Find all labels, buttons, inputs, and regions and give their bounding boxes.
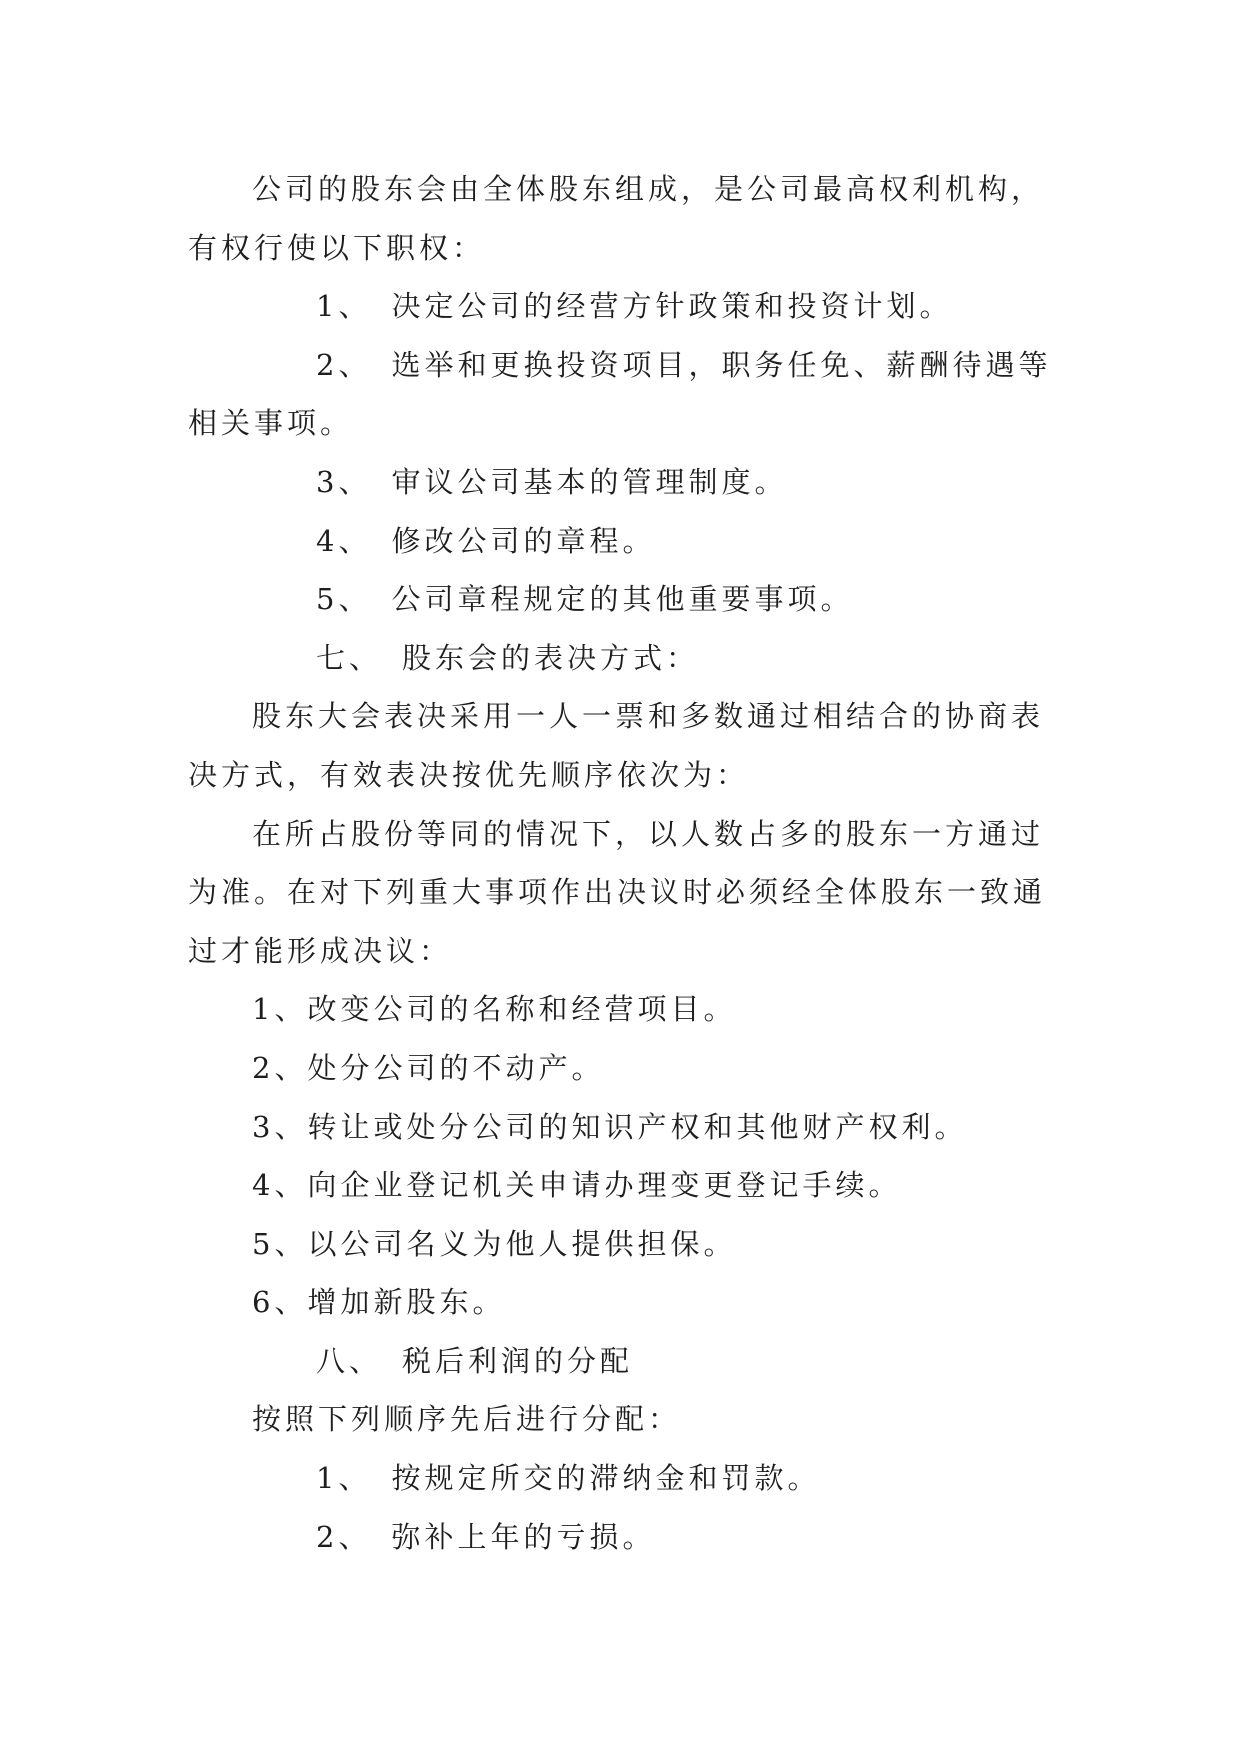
paragraph-shareholder-meeting [188, 160, 1058, 277]
document-body [188, 160, 1058, 1566]
list-text: 1、改变公司的名称和经营项目。 [252, 992, 737, 1027]
list-item-1 [188, 277, 1058, 336]
list-item-major-1 [188, 980, 1058, 1039]
paragraph-text: 股东大会表决采用一人一票和多数通过相结合的协商表决方式，有效表决按优先顺序依次为： [188, 699, 1045, 792]
list-item-3 [188, 453, 1058, 512]
section-number: 七、 [316, 640, 383, 675]
list-number: 5、 [316, 582, 372, 617]
list-item-major-6 [188, 1273, 1058, 1332]
paragraph-voting-method [188, 687, 1058, 804]
list-text: 2、处分公司的不动产。 [252, 1050, 605, 1085]
list-text: 5、以公司名义为他人提供担保。 [252, 1226, 737, 1261]
list-item-2 [188, 336, 1058, 453]
section-heading-7 [188, 629, 1058, 688]
list-number: 2、 [316, 347, 372, 382]
list-text: 弥补上年的亏损。 [391, 1519, 656, 1554]
paragraph-distribution-order [188, 1390, 1058, 1449]
list-item-major-4 [188, 1156, 1058, 1215]
paragraph-text: 按照下列顺序先后进行分配： [252, 1402, 682, 1437]
list-text: 选举和更换投资项目，职务任免、薪酬待遇等相关事项。 [188, 347, 1052, 441]
list-number: 1、 [316, 1461, 372, 1496]
list-item-4 [188, 512, 1058, 571]
list-text: 修改公司的章程。 [391, 523, 656, 558]
list-item-distribution-2 [188, 1508, 1058, 1567]
list-text: 公司章程规定的其他重要事项。 [391, 582, 854, 617]
list-text: 审议公司基本的管理制度。 [391, 464, 788, 499]
list-item-major-5 [188, 1215, 1058, 1274]
list-item-major-3 [188, 1098, 1058, 1157]
section-number: 八、 [316, 1343, 383, 1378]
list-number: 3、 [316, 464, 372, 499]
list-number: 1、 [316, 289, 372, 324]
section-title: 税后利润的分配 [402, 1343, 634, 1378]
paragraph-voting-rule [188, 805, 1058, 981]
section-title: 股东会的表决方式： [402, 640, 700, 675]
list-item-distribution-1 [188, 1449, 1058, 1508]
list-number: 2、 [316, 1519, 372, 1554]
paragraph-text: 在所占股份等同的情况下，以人数占多的股东一方通过为准。在对下列重大事项作出决议时必须经全体股东一致通过才能形成决议： [188, 816, 1047, 968]
list-text: 6、增加新股东。 [252, 1285, 506, 1320]
list-number: 4、 [316, 523, 372, 558]
list-text: 按规定所交的滞纳金和罚款。 [391, 1461, 821, 1496]
list-item-major-2 [188, 1039, 1058, 1098]
list-text: 3、转让或处分公司的知识产权和其他财产权利。 [252, 1109, 968, 1144]
list-text: 决定公司的经营方针政策和投资计划。 [391, 289, 953, 324]
list-item-5 [188, 570, 1058, 629]
paragraph-text: 公司的股东会由全体股东组成，是公司最高权利机构，有权行使以下职权： [188, 172, 1045, 265]
section-heading-8 [188, 1332, 1058, 1391]
list-text: 4、向企业登记机关申请办理变更登记手续。 [252, 1168, 902, 1203]
